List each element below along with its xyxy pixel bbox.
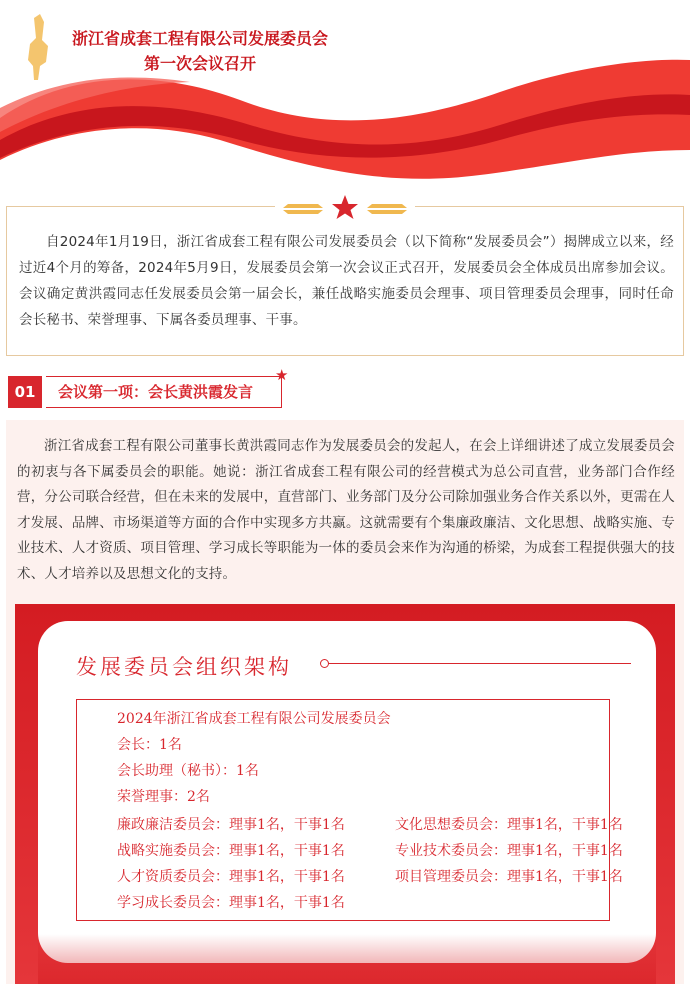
intro-box	[6, 206, 684, 356]
org-chart-card	[38, 621, 656, 963]
banner-title-line1: 浙江省成套工程有限公司发展委员会	[71, 29, 328, 48]
section-number: 01	[8, 376, 42, 408]
committee-item: 战略实施委员会：理事1名，干事1名	[117, 843, 345, 859]
org-chart-frame	[15, 604, 675, 984]
section-title: 会议第一项：会长黄洪霞发言	[58, 383, 254, 401]
committee-item: 项目管理委员会：理事1名，干事1名	[395, 869, 623, 885]
section-title-box	[46, 376, 282, 408]
heading-divider	[326, 663, 631, 664]
committee-item: 人才资质委员会：理事1名，干事1名	[117, 869, 345, 885]
divider-dot-icon	[320, 659, 329, 668]
header-banner	[0, 0, 690, 195]
committee-item: 文化思想委员会：理事1名，干事1名	[395, 817, 623, 833]
committee-item: 学习成长委员会：理事1名，干事1名	[117, 895, 345, 911]
committee-item: 廉政廉洁委员会：理事1名，干事1名	[117, 817, 345, 833]
org-box-title: 2024年浙江省成套工程有限公司发展委员会	[117, 711, 391, 727]
star-laurel-icon	[275, 192, 415, 222]
intro-paragraph: 自2024年1月19日，浙江省成套工程有限公司发展委员会（以下简称“发展委员会”）揭牌成立以来，经过近4个月的筹备，2024年5月9日，发展委员会第一次会议正式召开，发展委员会全体成员出席参加会议。会议确定黄洪霞同志任发展委员会第一届会长，兼任战略实施委员会理事、项目管理委员会理事，同时任命会长秘书、荣誉理事、下属各委员理事、干事。	[19, 234, 674, 328]
star-icon: ★	[275, 366, 289, 384]
org-line-assistant: 会长助理（秘书）：1名	[117, 763, 259, 779]
section-heading	[8, 366, 289, 408]
committee-item: 专业技术委员会：理事1名，干事1名	[395, 843, 623, 859]
banner-title-line2: 第一次会议召开	[143, 54, 256, 73]
section-paragraph: 浙江省成套工程有限公司董事长黄洪霞同志作为发展委员会的发起人，在会上详细讲述了成立发展委员会的初衷与各下属委员会的职能。她说：浙江省成套工程有限公司的经营模式为总公司直营，业务部门合作经营，分公司联合经营，但在未来的发展中，直营部门、业务部门及分公司除加强业务合作关系以外，更需在人才发展、品牌、市场渠道等方面的合作中实现多方共赢。这就需要有个集廉政廉洁、文化思想、战略实施、专业技术、人才资质、项目管理、学习成长等职能为一体的委员会来作为沟通的桥梁，为成套工程提供强大的技术、人才培养以及思想文化的支持。	[17, 438, 675, 582]
org-line-chairman: 会长：1名	[117, 737, 182, 753]
org-chart-box	[76, 699, 623, 921]
org-chart-heading: 发展委员会组织架构	[76, 655, 292, 679]
bottom-fade	[38, 934, 656, 984]
org-line-honorary: 荣誉理事：2名	[117, 789, 210, 805]
